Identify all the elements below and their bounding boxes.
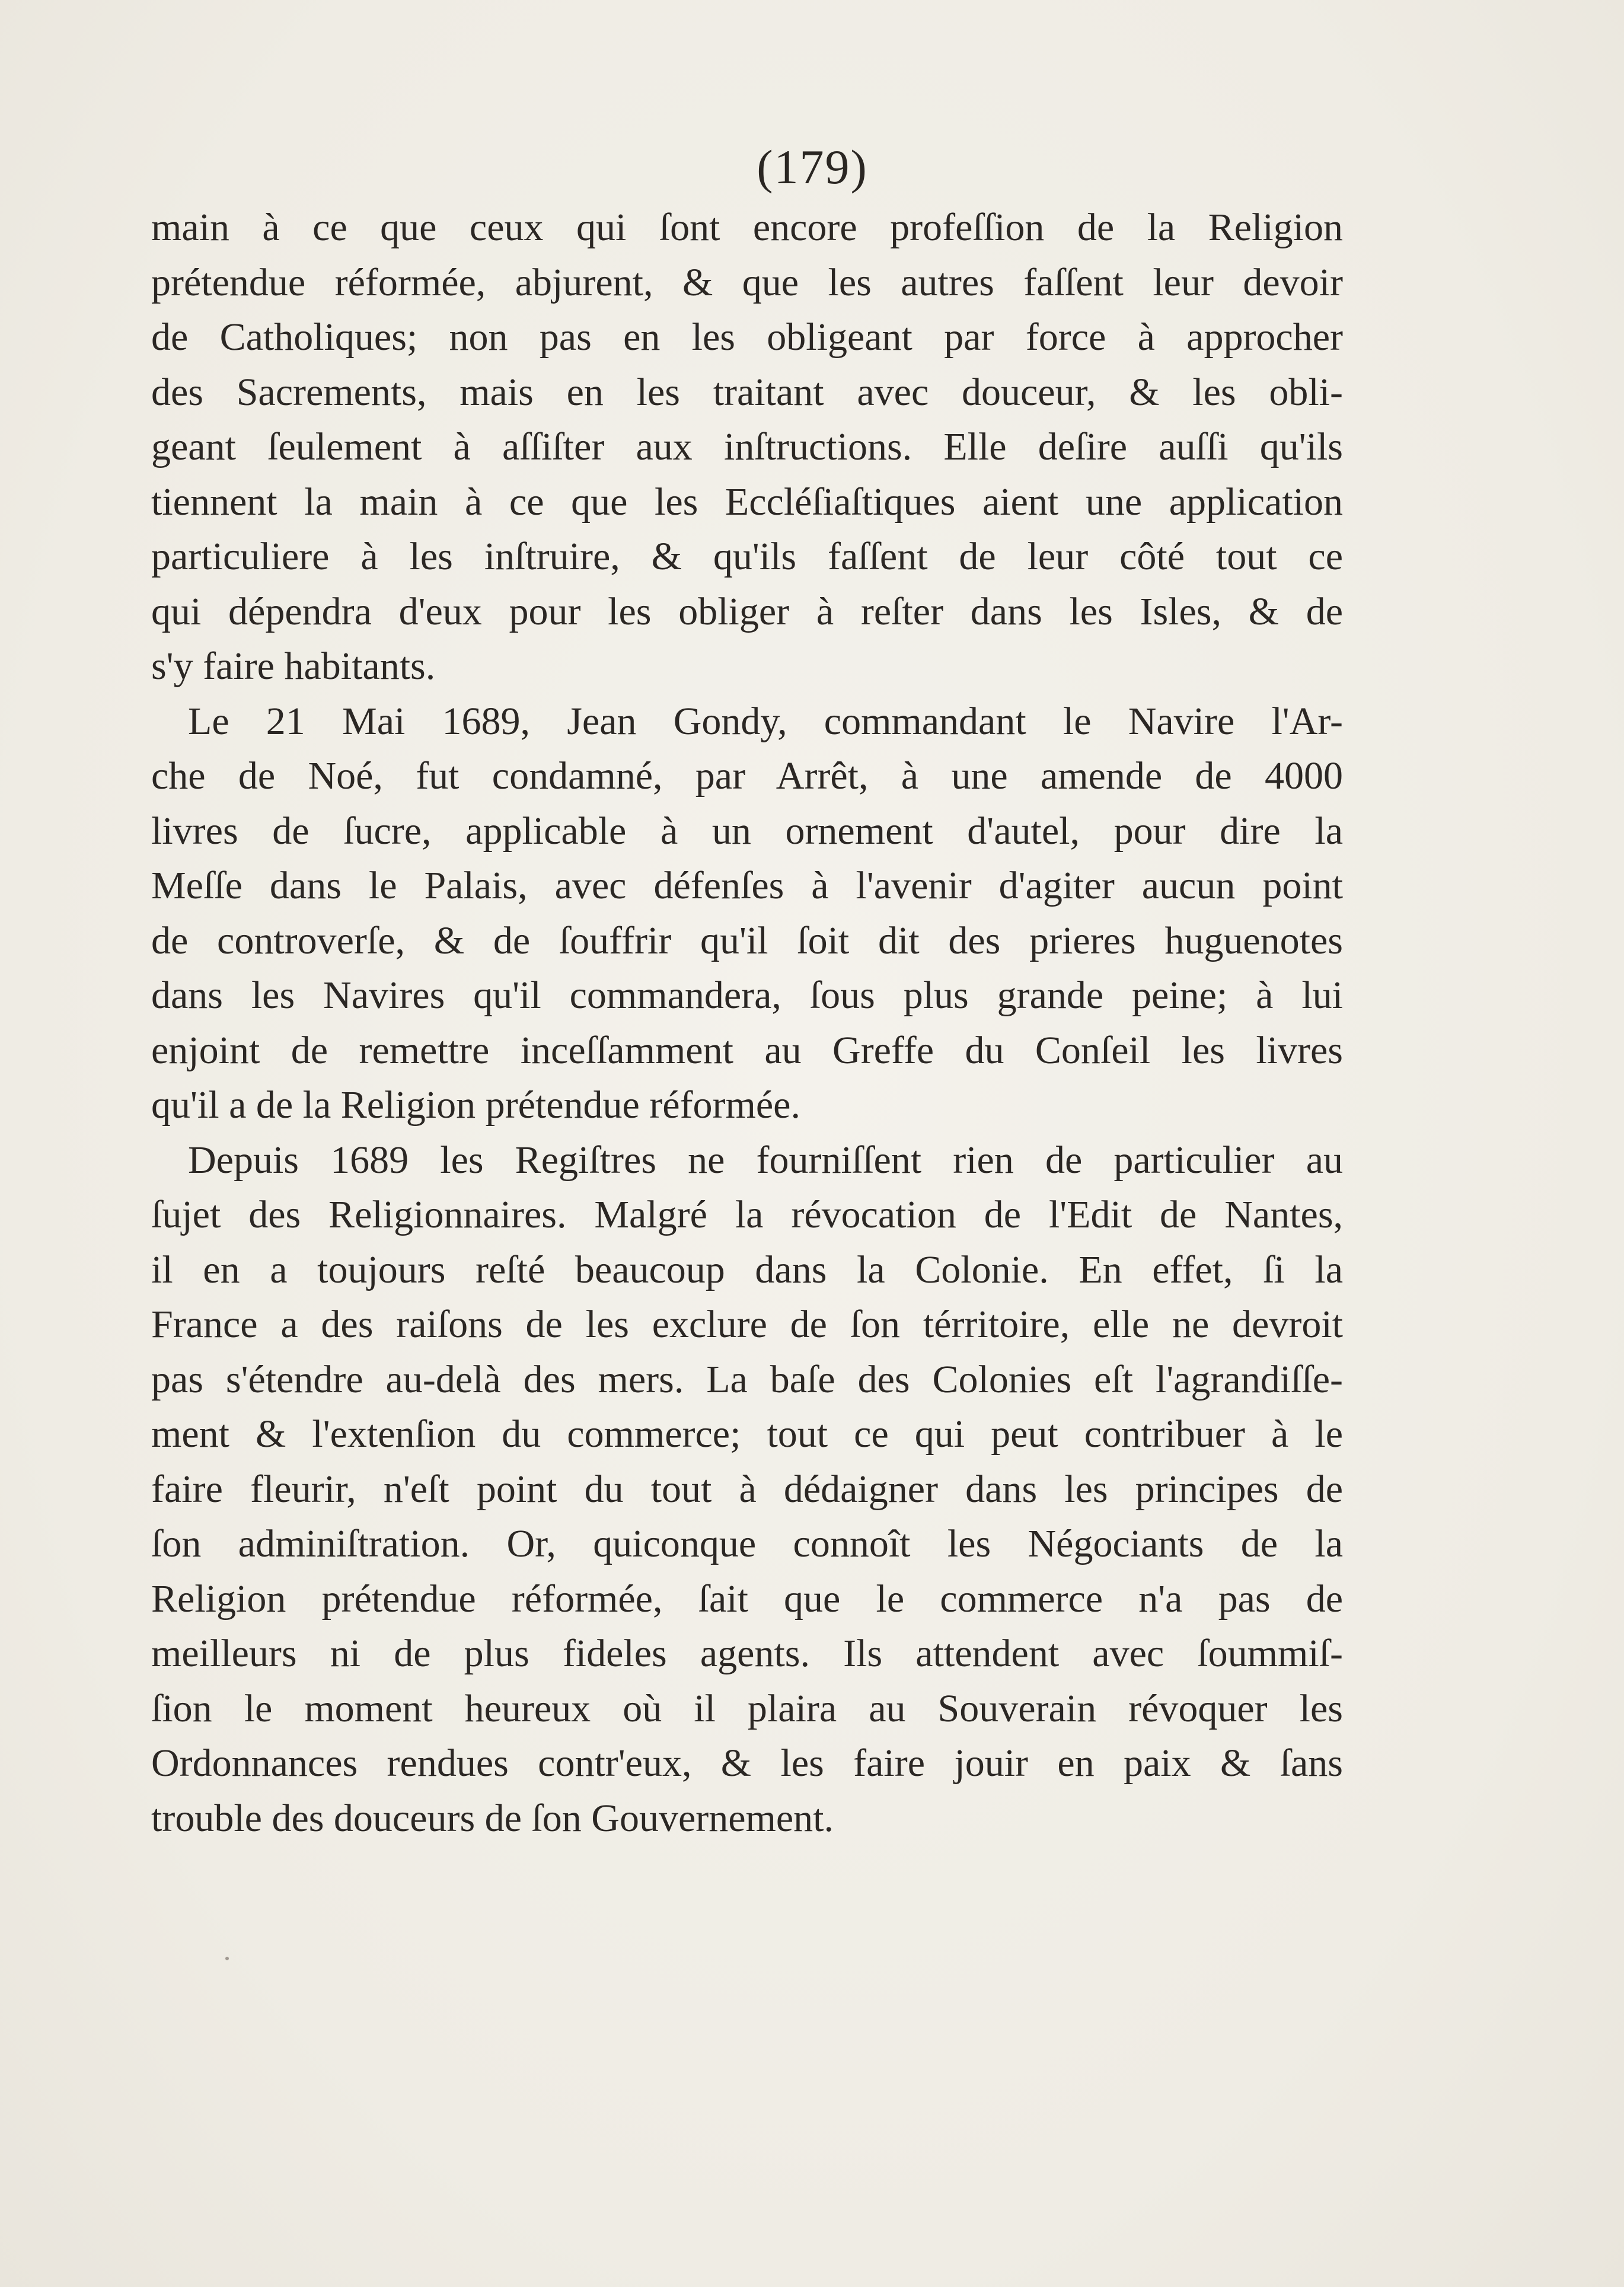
text-line: particuliere à les inſtruire, & qu'ils faſſent de leur côté tout ce [151, 535, 1343, 578]
ink-spot [225, 1957, 229, 1960]
text-line: des Sacrements, mais en les traitant avec douceur, & les obli- [151, 370, 1343, 414]
text-line: de Catholiques; non pas en les obligeant par force à approcher [151, 315, 1343, 359]
paragraph-first-line: Le 21 Mai 1689, Jean Gondy, commandant le Navire l'Ar- [188, 699, 1343, 743]
text-line: de controverſe, & de ſouffrir qu'il ſoit dit des prieres huguenotes [151, 918, 1343, 962]
text-line: prétendue réformée, abjurent, & que les autres faſſent leur devoir [151, 260, 1343, 304]
text-line: Religion prétendue réformée, ſait que le commerce n'a pas de [151, 1577, 1343, 1621]
text-line: enjoint de remettre inceſſamment au Greffe du Conſeil les livres [151, 1028, 1343, 1072]
text-line: ſujet des Religionnaires. Malgré la révocation de l'Edit de Nantes, [151, 1193, 1343, 1236]
text-line: Ordonnances rendues contr'eux, & les faire jouir en paix & ſans [151, 1741, 1343, 1785]
text-line: dans les Navires qu'il commandera, ſous plus grande peine; à lui [151, 974, 1343, 1017]
text-line: geant ſeulement à aſſiſter aux inſtructions. Elle deſire auſſi qu'ils [151, 425, 1343, 468]
text-line: qu'il a de la Religion prétendue réformée. [151, 1083, 800, 1127]
text-line: s'y faire habitants. [151, 645, 436, 688]
text-line: faire fleurir, n'eſt point du tout à dédaigner dans les principes de [151, 1467, 1343, 1511]
text-line: livres de ſucre, applicable à un ornement d'autel, pour dire la [151, 809, 1343, 853]
page-number: (179) [757, 140, 868, 194]
text-line: che de Noé, fut condamné, par Arrêt, à une amende de 4000 [151, 754, 1343, 798]
text-line: ſion le moment heureux où il plaira au Souverain révoquer les [151, 1686, 1343, 1730]
text-line: Meſſe dans le Palais, avec défenſes à l'avenir d'agiter aucun point [151, 864, 1343, 907]
paragraph-first-line: Depuis 1689 les Regiſtres ne fourniſſent rien de particulier au [188, 1138, 1343, 1182]
text-line: il en a toujours reſté beaucoup dans la Colonie. En effet, ſi la [151, 1248, 1343, 1291]
text-line: tiennent la main à ce que les Eccléſiaſtiques aient une application [151, 480, 1343, 524]
text-line: meilleurs ni de plus fideles agents. Ils attendent avec ſoummiſ- [151, 1632, 1343, 1675]
text-line: qui dépendra d'eux pour les obliger à reſter dans les Isles, & de [151, 589, 1343, 633]
text-line: trouble des douceurs de ſon Gouvernement. [151, 1796, 834, 1840]
text-line: pas s'étendre au-delà des mers. La baſe des Colonies eſt l'agrandiſſe- [151, 1357, 1343, 1401]
body-text [151, 200, 1343, 1846]
text-line: ment & l'extenſion du commerce; tout ce qui peut contribuer à le [151, 1412, 1343, 1456]
text-line: main à ce que ceux qui ſont encore profeſſion de la Religion [151, 206, 1343, 249]
text-line: ſon adminiſtration. Or, quiconque connoît les Négociants de la [151, 1522, 1343, 1565]
text-line: France a des raiſons de les exclure de ſon térritoire, elle ne devroit [151, 1303, 1343, 1346]
